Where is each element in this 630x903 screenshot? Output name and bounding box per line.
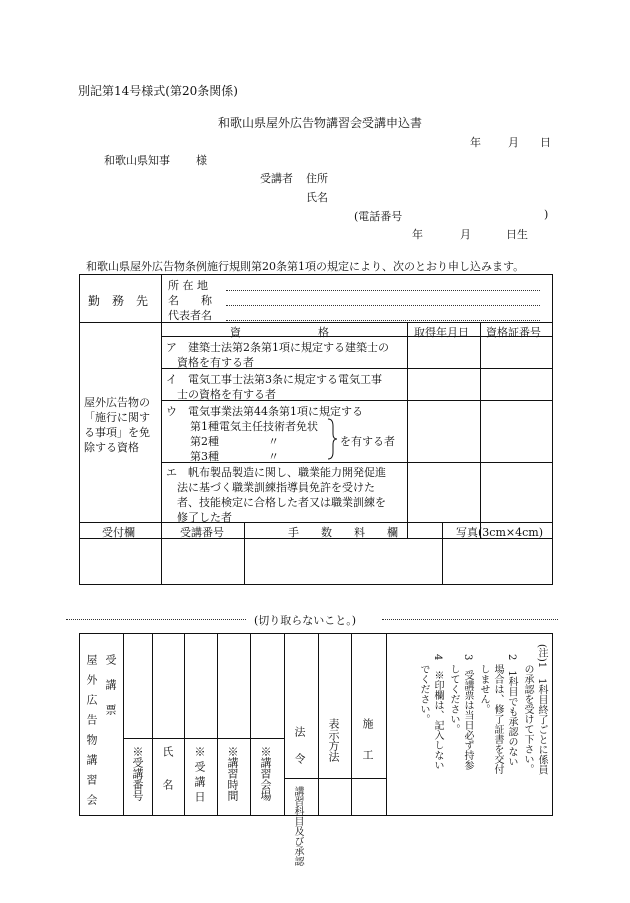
workplace-label: 勤 務 先 [88, 294, 149, 308]
header-date: 取得年月日 [414, 326, 469, 339]
ticket-title-top: 屋外広告物講習会 [85, 654, 98, 814]
date-day: 日 [540, 136, 551, 149]
col-time: ※講習時間 [226, 746, 239, 801]
cut-line-left [66, 619, 246, 620]
name-line[interactable] [226, 305, 540, 306]
cut-line-right [382, 619, 558, 620]
subject-display: 表示方法 [327, 718, 340, 762]
phone-close: ) [544, 208, 549, 221]
birth-month: 月 [460, 228, 471, 241]
col-venue: ※講習会場 [259, 746, 272, 801]
workplace-location-label: 所 在 地 [168, 279, 208, 292]
address-label: 住所 [306, 172, 328, 185]
rep-line[interactable] [226, 320, 540, 321]
workplace-rep-label: 代表者名 [168, 309, 212, 322]
statement: 和歌山県屋外広告物条例施行規則第20条第1項の規定により、次のとおり申し込みます。 [86, 260, 525, 273]
subject-law: 法令 [293, 726, 306, 780]
location-line[interactable] [226, 290, 540, 291]
fee-label: 手 数 料 欄 [288, 526, 398, 539]
birth-day: 日生 [506, 228, 528, 241]
date-month: 月 [508, 136, 519, 149]
applicant-label: 受講者 [260, 172, 293, 185]
reception-label: 受付欄 [102, 526, 135, 539]
col-date: ※受講日 [193, 746, 206, 806]
number-label: 受講番号 [180, 526, 224, 539]
header-qualification: 資 格 [230, 326, 329, 339]
name-label: 氏名 [306, 191, 328, 204]
ticket-title-bottom: 受講票 [104, 654, 117, 729]
workplace-name-label: 名 称 [168, 294, 212, 307]
brace-icon [326, 418, 338, 460]
col-number: ※受講番号 [131, 746, 144, 801]
form-title: 和歌山県屋外広告物講習会受講申込書 [218, 116, 423, 130]
photo-label: 写真(3cm×4cm) [456, 526, 543, 539]
cut-note: (切り取らないこと。) [254, 614, 357, 627]
phone-open: (電話番号 [354, 210, 403, 223]
date-year: 年 [470, 136, 481, 149]
honorific: 様 [196, 154, 207, 167]
birth-year: 年 [412, 228, 423, 241]
subject-work: 施工 [361, 718, 374, 780]
form-number: 別記第14号様式(第20条関係) [78, 84, 238, 98]
subjects-label: 講習科目及び承認 [292, 786, 303, 866]
addressee: 和歌山県知事 [104, 154, 170, 167]
col-name: 氏 名 [161, 746, 174, 790]
header-cert: 資格証番号 [486, 326, 541, 339]
